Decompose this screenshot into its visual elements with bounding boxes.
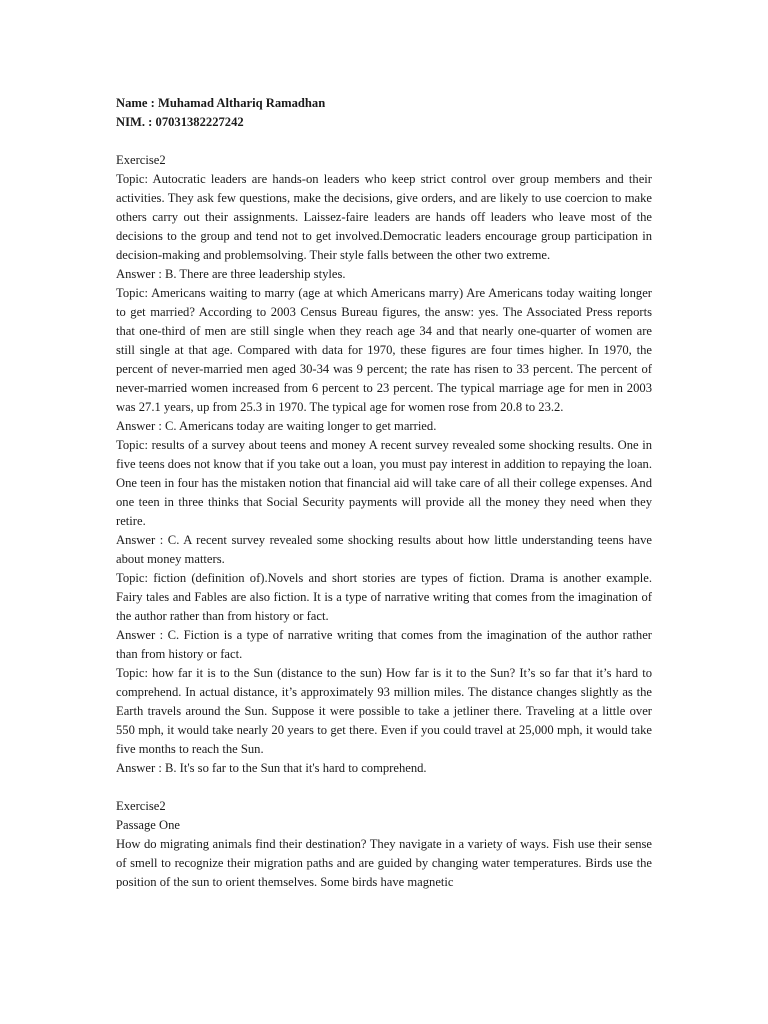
passage-paragraph: How do migrating animals find their destination? They navigate in a variety of ways. Fish use their sense of smell to recognize their migration paths and are guided by changing water temperatures. Birds use the position of the sun to orient themselves. Some birds have magnetic (116, 837, 652, 889)
exercise-item (116, 569, 652, 664)
exercise-item (116, 436, 652, 569)
exercise-title: Exercise2 (116, 799, 166, 813)
spacer (116, 778, 652, 797)
exercise-item (116, 664, 652, 778)
answer-line: Answer : C. A recent survey revealed some shocking results about how little understanding teens have about money matters. (116, 533, 652, 566)
document-page (116, 94, 652, 892)
answer-line: Answer : B. There are three leadership styles. (116, 267, 346, 281)
exercise-item (116, 284, 652, 436)
topic-paragraph: Topic: Autocratic leaders are hands-on leaders who keep strict control over group members and their activities. They ask few questions, make the decisions, give orders, and are likely to use coercion to make others carry out their assignments. Laissez-faire leaders are hands off leaders who leave most of the decisions to the group and tend not to get involved.Democratic leaders encourage group participation in decision-making and problemsolving. Their style falls between the other two extreme. (116, 172, 652, 262)
passage-title: Passage One (116, 818, 181, 832)
topic-paragraph: Topic: fiction (definition of).Novels and short stories are types of fiction. Drama is another example. Fairy tales and Fables are also fiction. It is a type of narrative writing that comes from the imagination of the author rather than from history or fact. (116, 571, 652, 623)
topic-paragraph: Topic: results of a survey about teens and money A recent survey revealed some shocking results. One in five teens does not know that if you take out a loan, you must pay interest in addition to repaying the loan. One teen in four has the mistaken notion that financial aid will take care of all their college expenses. And one teen in three thinks that Social Security payments will provide all the money they need when they retire. (116, 438, 652, 528)
student-nim: NIM. : 07031382227242 (116, 115, 244, 129)
exercise-title: Exercise2 (116, 153, 166, 167)
answer-line: Answer : C. Fiction is a type of narrative writing that comes from the imagination of the author rather than from history or fact. (116, 628, 652, 661)
answer-line: Answer : B. It's so far to the Sun that it's hard to comprehend. (116, 761, 427, 775)
student-name: Name : Muhamad Althariq Ramadhan (116, 96, 326, 110)
spacer (116, 132, 652, 151)
topic-paragraph: Topic: Americans waiting to marry (age at which Americans marry) Are Americans today waiting longer to get married? According to 2003 Census Bureau figures, the answ: yes. The Associated Press reports that one-third of men are still single when they reach age 34 and that nearly one-quarter of women are still single at that age. Compared with data for 1970, these figures are four times higher. In 1970, the percent of never-married men aged 30-34 was 9 percent; the rate has risen to 33 percent. The percent of never-married women increased from 6 percent to 23 percent. The typical marriage age for men in 2003 was 27.1 years, up from 25.3 in 1970. The typical age for women rose from 20.8 to 23.2. (116, 286, 652, 414)
exercise-item (116, 170, 652, 284)
answer-line: Answer : C. Americans today are waiting longer to get married. (116, 419, 437, 433)
topic-paragraph: Topic: how far it is to the Sun (distance to the sun) How far is it to the Sun? It’s so far that it’s hard to comprehend. In actual distance, it’s approximately 93 million miles. The distance changes slightly as the Earth travels around the Sun. Suppose it were possible to take a jetliner there. Traveling at a little over 550 mph, it would take nearly 20 years to get there. Even if you could travel at 25,000 mph, it would take five months to reach the Sun. (116, 666, 652, 756)
